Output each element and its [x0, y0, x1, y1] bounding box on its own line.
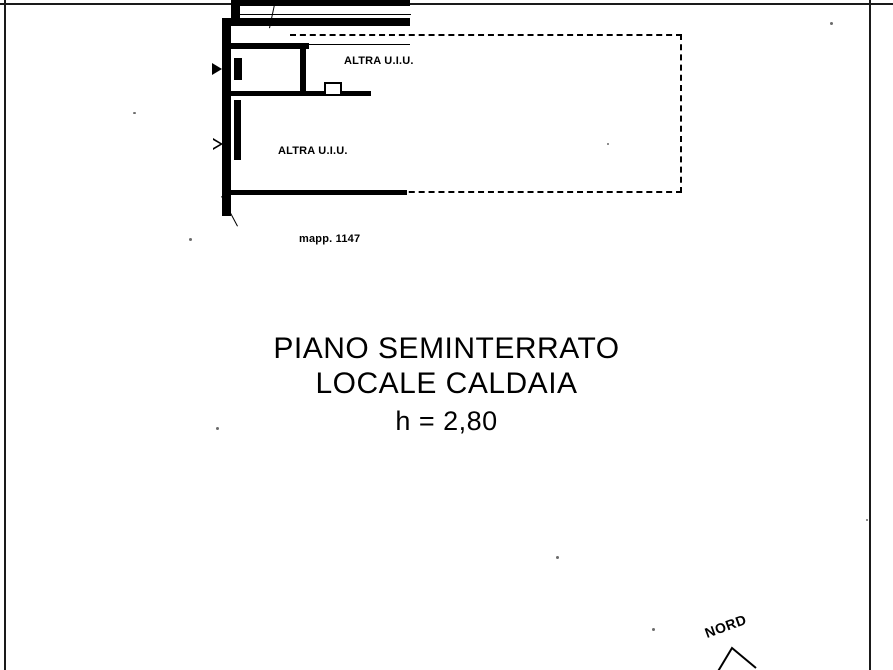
- compass-north-indicator: [700, 608, 790, 670]
- thin-line-top-edge: [240, 5, 410, 6]
- scan-speck: [830, 22, 833, 25]
- scan-speck: [607, 143, 609, 145]
- plan-caption-block: [0, 332, 893, 437]
- scan-speck: [133, 112, 136, 114]
- wall-interior-horizontal-upper: [231, 43, 309, 49]
- floor-plan-drawing: [0, 0, 893, 300]
- thin-line-interior: [306, 44, 410, 45]
- boiler-fixture-symbol: [324, 82, 342, 94]
- scan-speck: [189, 238, 192, 241]
- wall-top-main: [222, 18, 410, 26]
- scan-speck: [652, 628, 655, 631]
- wall-interior-vertical: [300, 43, 306, 95]
- wall-bottom: [222, 190, 407, 195]
- arrow-hollow-icon: [213, 138, 223, 150]
- scan-speck: [556, 556, 559, 559]
- arrow-filled-icon: [212, 63, 222, 75]
- wall-upper-vertical: [231, 0, 240, 20]
- caption-line-floor: PIANO SEMINTERRATO: [273, 332, 620, 365]
- scan-speck: [866, 519, 868, 521]
- door-jamb-lower: [234, 100, 241, 160]
- wall-vertical-main: [222, 18, 231, 216]
- thin-line-top-inner: [231, 14, 411, 15]
- compass-label: NORD: [702, 611, 749, 641]
- north-arrow-icon: [712, 646, 782, 670]
- wall-interior-horizontal-lower: [231, 91, 371, 96]
- label-other-unit-2: ALTRA U.I.U.: [278, 145, 348, 157]
- caption-line-room: LOCALE CALDAIA: [315, 366, 578, 400]
- caption-line-height: h = 2,80: [395, 405, 498, 436]
- door-jamb-upper: [234, 58, 242, 80]
- scan-speck: [216, 427, 219, 430]
- label-parcel-number: mapp. 1147: [299, 233, 361, 245]
- label-other-unit-1: ALTRA U.I.U.: [344, 55, 414, 67]
